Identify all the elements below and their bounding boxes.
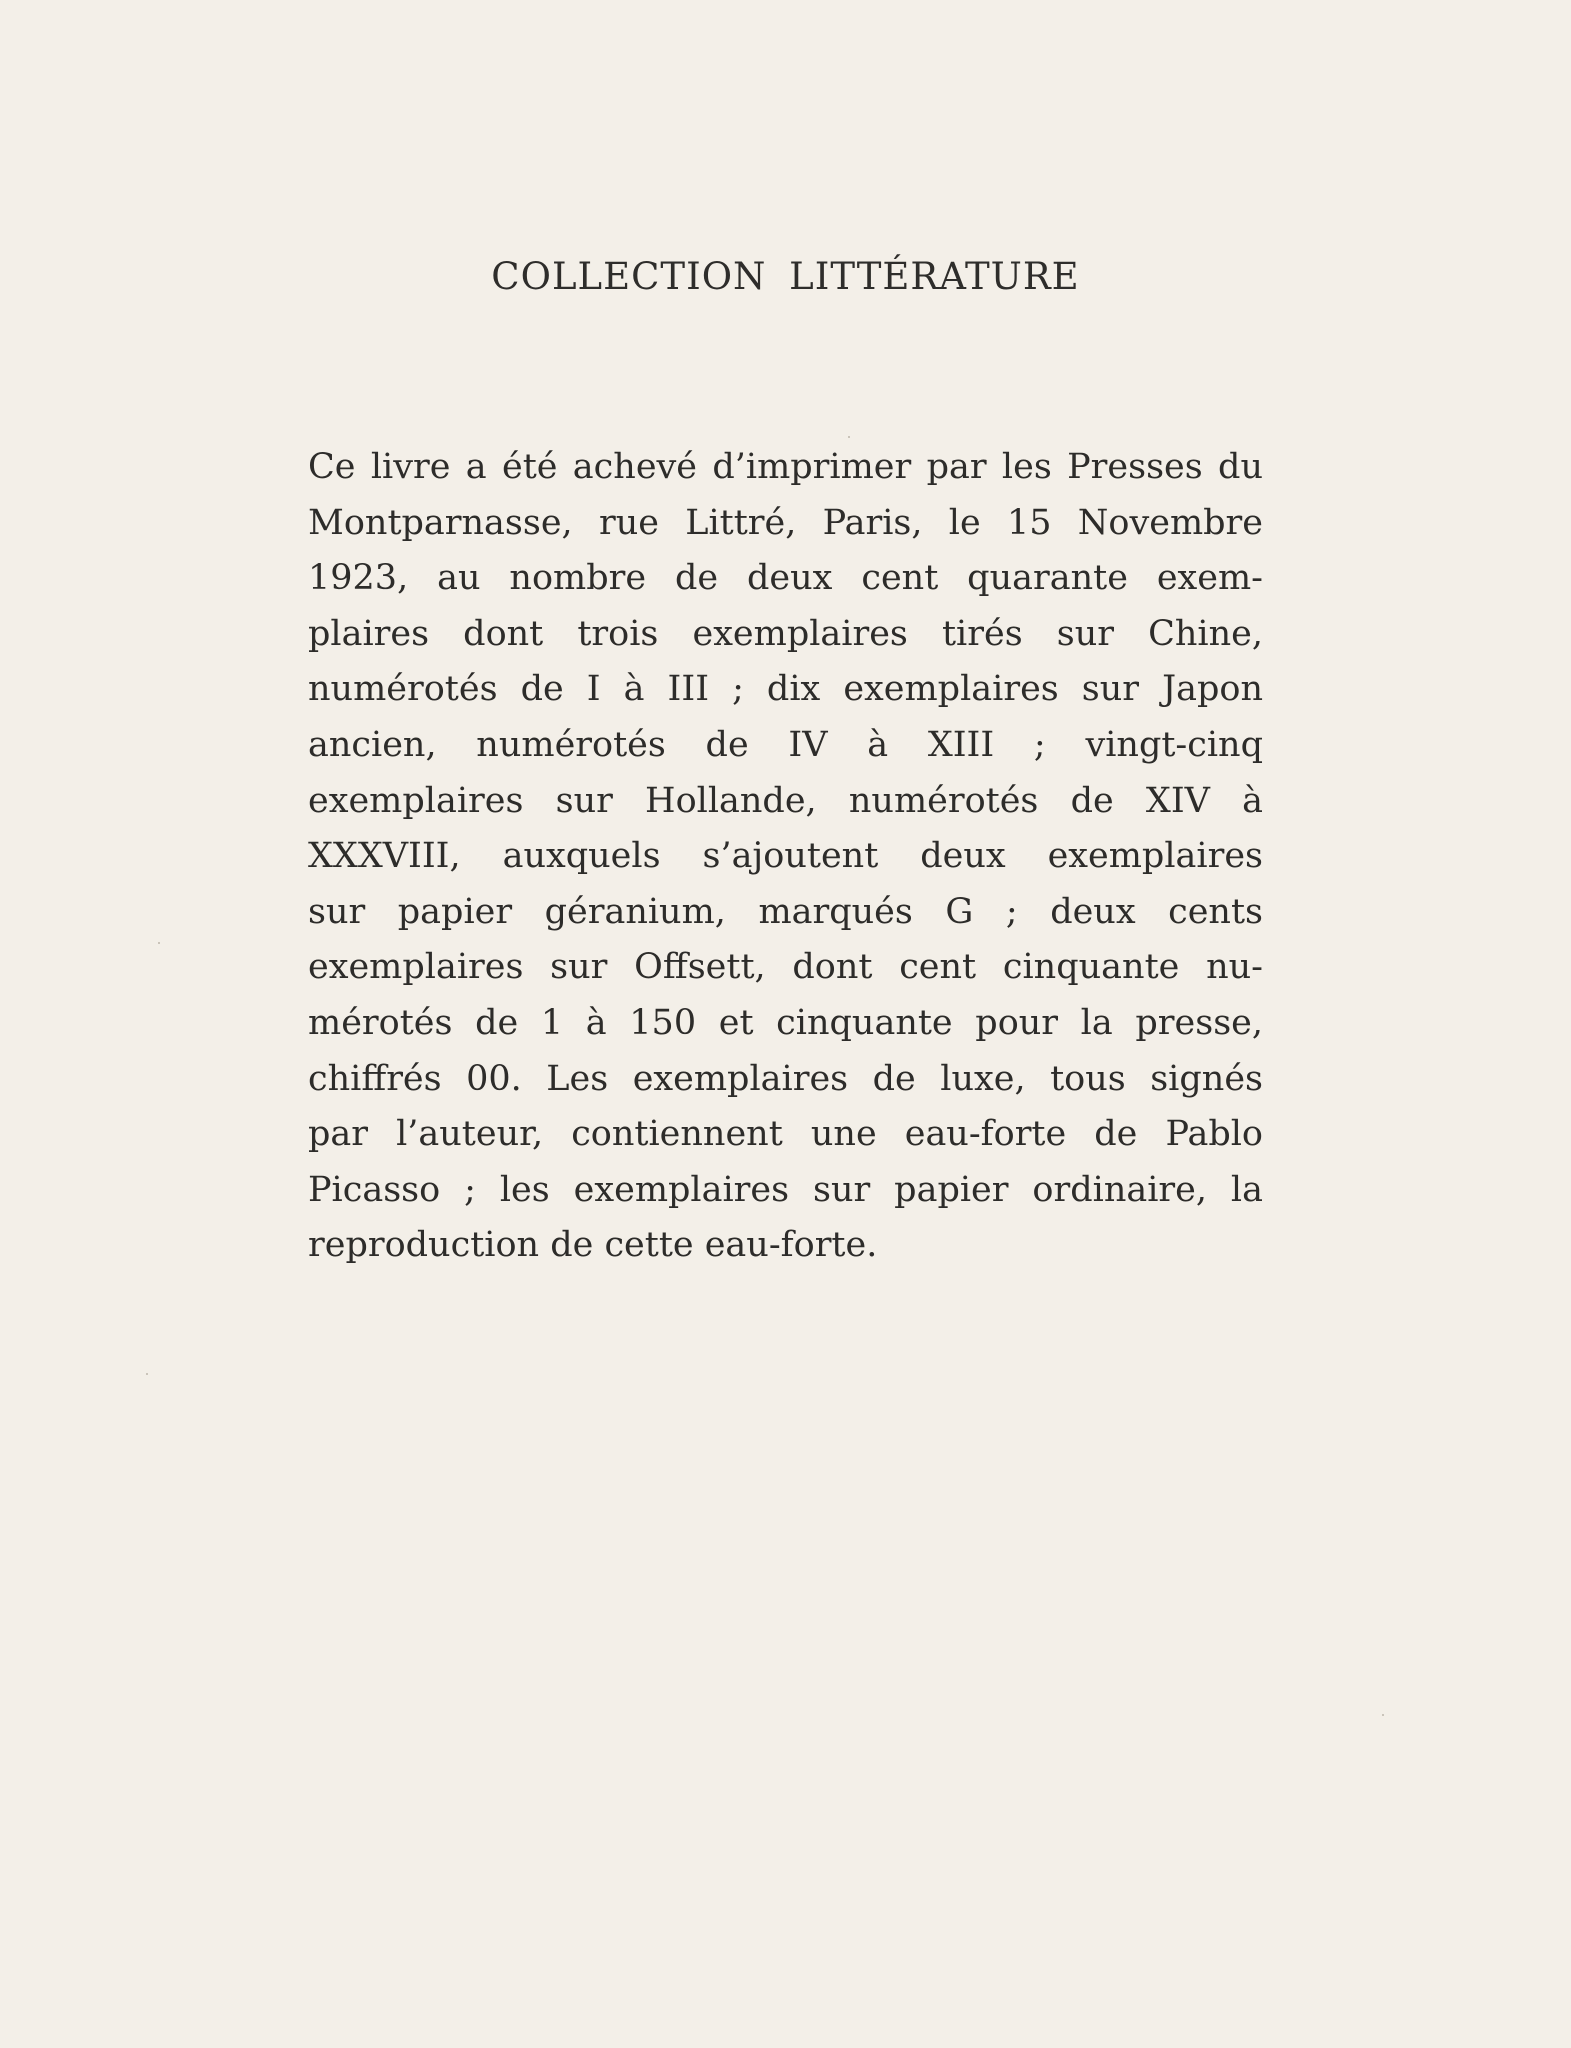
colophon-line: plaires dont trois exemplaires tirés sur Chine, — [308, 613, 1263, 654]
colophon-line: par l’auteur, contiennent une eau-forte de Pablo — [308, 1114, 1263, 1155]
colophon-line: reproduction de cette eau-forte. — [308, 1225, 878, 1266]
colophon-line: Ce livre a été achevé d’imprimer par les Presses du — [308, 447, 1263, 487]
colophon-line: numérotés de I à III ; dix exemplaires sur Japon — [308, 669, 1263, 710]
paper-speck — [1382, 1714, 1384, 1716]
colophon-text — [308, 440, 1263, 1274]
colophon-line: Picasso ; les exemplaires sur papier ordinaire, la — [308, 1169, 1263, 1210]
colophon-line: mérotés de 1 à 150 et cinquante pour la presse, — [308, 1002, 1263, 1043]
colophon-line: 1923, au nombre de deux cent quarante exem- — [308, 558, 1263, 599]
colophon-line: sur papier géranium, marqués G ; deux cents — [308, 891, 1263, 932]
paper-speck — [158, 942, 160, 944]
colophon-line: chiffrés 00. Les exemplaires de luxe, tous signés — [308, 1058, 1263, 1099]
colophon-line: ancien, numérotés de IV à XIII ; vingt-cinq — [308, 724, 1263, 765]
colophon-line: exemplaires sur Offsett, dont cent cinquante nu- — [308, 947, 1263, 988]
paper-speck — [848, 436, 850, 438]
colophon-line: XXXVIII, auxquels s’ajoutent deux exemplaires — [308, 836, 1263, 877]
colophon-line: exemplaires sur Hollande, numérotés de XIV à — [308, 780, 1263, 821]
colophon-line: Montparnasse, rue Littré, Paris, le 15 Novembre — [308, 502, 1263, 543]
paper-speck — [146, 1373, 148, 1375]
collection-heading: COLLECTION LITTÉRATURE — [491, 255, 1080, 298]
